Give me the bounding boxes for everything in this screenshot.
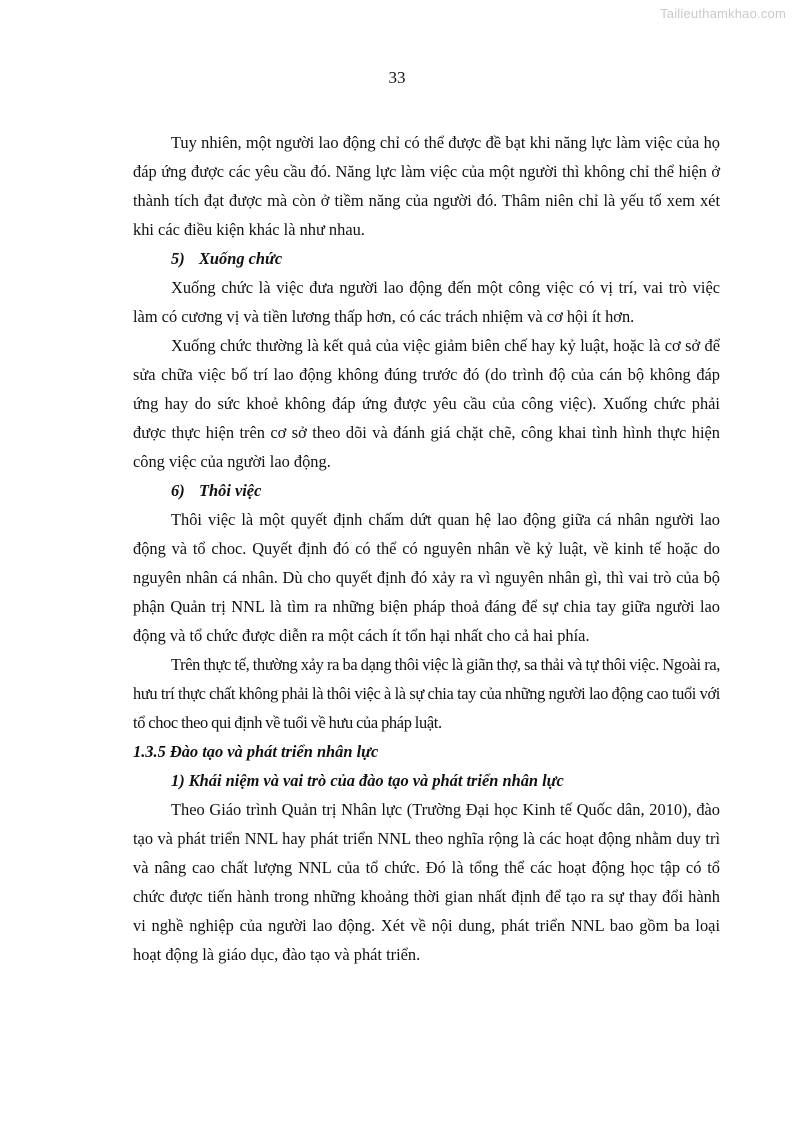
paragraph-dismissal-types: Trên thực tế, thường xảy ra ba dạng thôi việc là giãn thợ, sa thải và tự thôi việc. Ngoài ra, hưu trí thực chất không phải là thôi việc à là sự chia tay của những người lao động cao tuổi với tổ choc theo qui định về tuổi về hưu của pháp luật. <box>133 655 720 732</box>
heading-demotion-text: Xuống chức <box>199 249 283 268</box>
heading-dismissal-number: 6) <box>171 481 185 500</box>
subsection-heading: 1) Khái niệm và vai trò của đào tạo và phát triển nhân lực <box>171 771 564 790</box>
paragraph-dismissal-definition: Thôi việc là một quyết định chấm dứt quan hệ lao động giữa cá nhân người lao động và tổ choc. Quyết định đó có thể có nguyên nhân về kỷ luật, về kinh tế hoặc do nguyên nhân cá nhân. Dù cho quyết định đó xảy ra vì nguyên nhân gì, thì vai trò của bộ phận Quản trị NNL là tìm ra những biện pháp thoả đáng để sự chia tay giữa người lao động và tổ chức được diễn ra một cách ít tổn hại nhất cho cả hai phía. <box>133 510 720 645</box>
heading-dismissal-text: Thôi việc <box>199 481 262 500</box>
paragraph-promotion-conditions: Tuy nhiên, một người lao động chỉ có thể được đề bạt khi năng lực làm việc của họ đáp ứng được các yêu cầu đó. Năng lực làm việc của một người thì không chỉ thể hiện ở thành tích đạt được mà còn ở tiềm năng của người đó. Thâm niên chỉ là yếu tố xem xét khi các điều kiện khác là như nhau. <box>133 133 720 239</box>
document-body <box>133 128 720 969</box>
paragraph-demotion-causes: Xuống chức thường là kết quả của việc giảm biên chế hay kỷ luật, hoặc là cơ sở để sửa chữa việc bố trí lao động không đúng trước đó (do trình độ của cán bộ không đáp ứng hay do sức khoẻ không đáp ứng được yêu cầu của công việc). Xuống chức phải được thực hiện trên cơ sở theo dõi và đánh giá chặt chẽ, công khai tình hình thực hiện công việc của người lao động. <box>133 336 720 471</box>
heading-demotion <box>133 244 720 273</box>
heading-demotion-number: 5) <box>171 249 185 268</box>
watermark: Tailieuthamkhao.com <box>660 6 786 21</box>
section-heading: 1.3.5 Đào tạo và phát triển nhân lực <box>133 742 379 761</box>
heading-dismissal <box>133 476 720 505</box>
paragraph-demotion-definition: Xuống chức là việc đưa người lao động đến một công việc có vị trí, vai trò việc làm có cương vị và tiền lương thấp hơn, có các trách nhiệm và cơ hội ít hơn. <box>133 278 720 326</box>
paragraph-training-definition: Theo Giáo trình Quản trị Nhân lực (Trường Đại học Kinh tế Quốc dân, 2010), đào tạo và phát triển NNL hay phát triển NNL theo nghĩa rộng là các hoạt động nhằm duy trì và nâng cao chất lượng NNL của tổ chức. Đó là tổng thể các hoạt động học tập có tổ chức được tiến hành trong những khoảng thời gian nhất định để tạo ra sự thay đổi hành vi nghề nghiệp của người lao động. Xét về nội dung, phát triển NNL bao gồm ba loại hoạt động là giáo dục, đào tạo và phát triển. <box>133 800 720 964</box>
page-number: 33 <box>388 68 406 87</box>
